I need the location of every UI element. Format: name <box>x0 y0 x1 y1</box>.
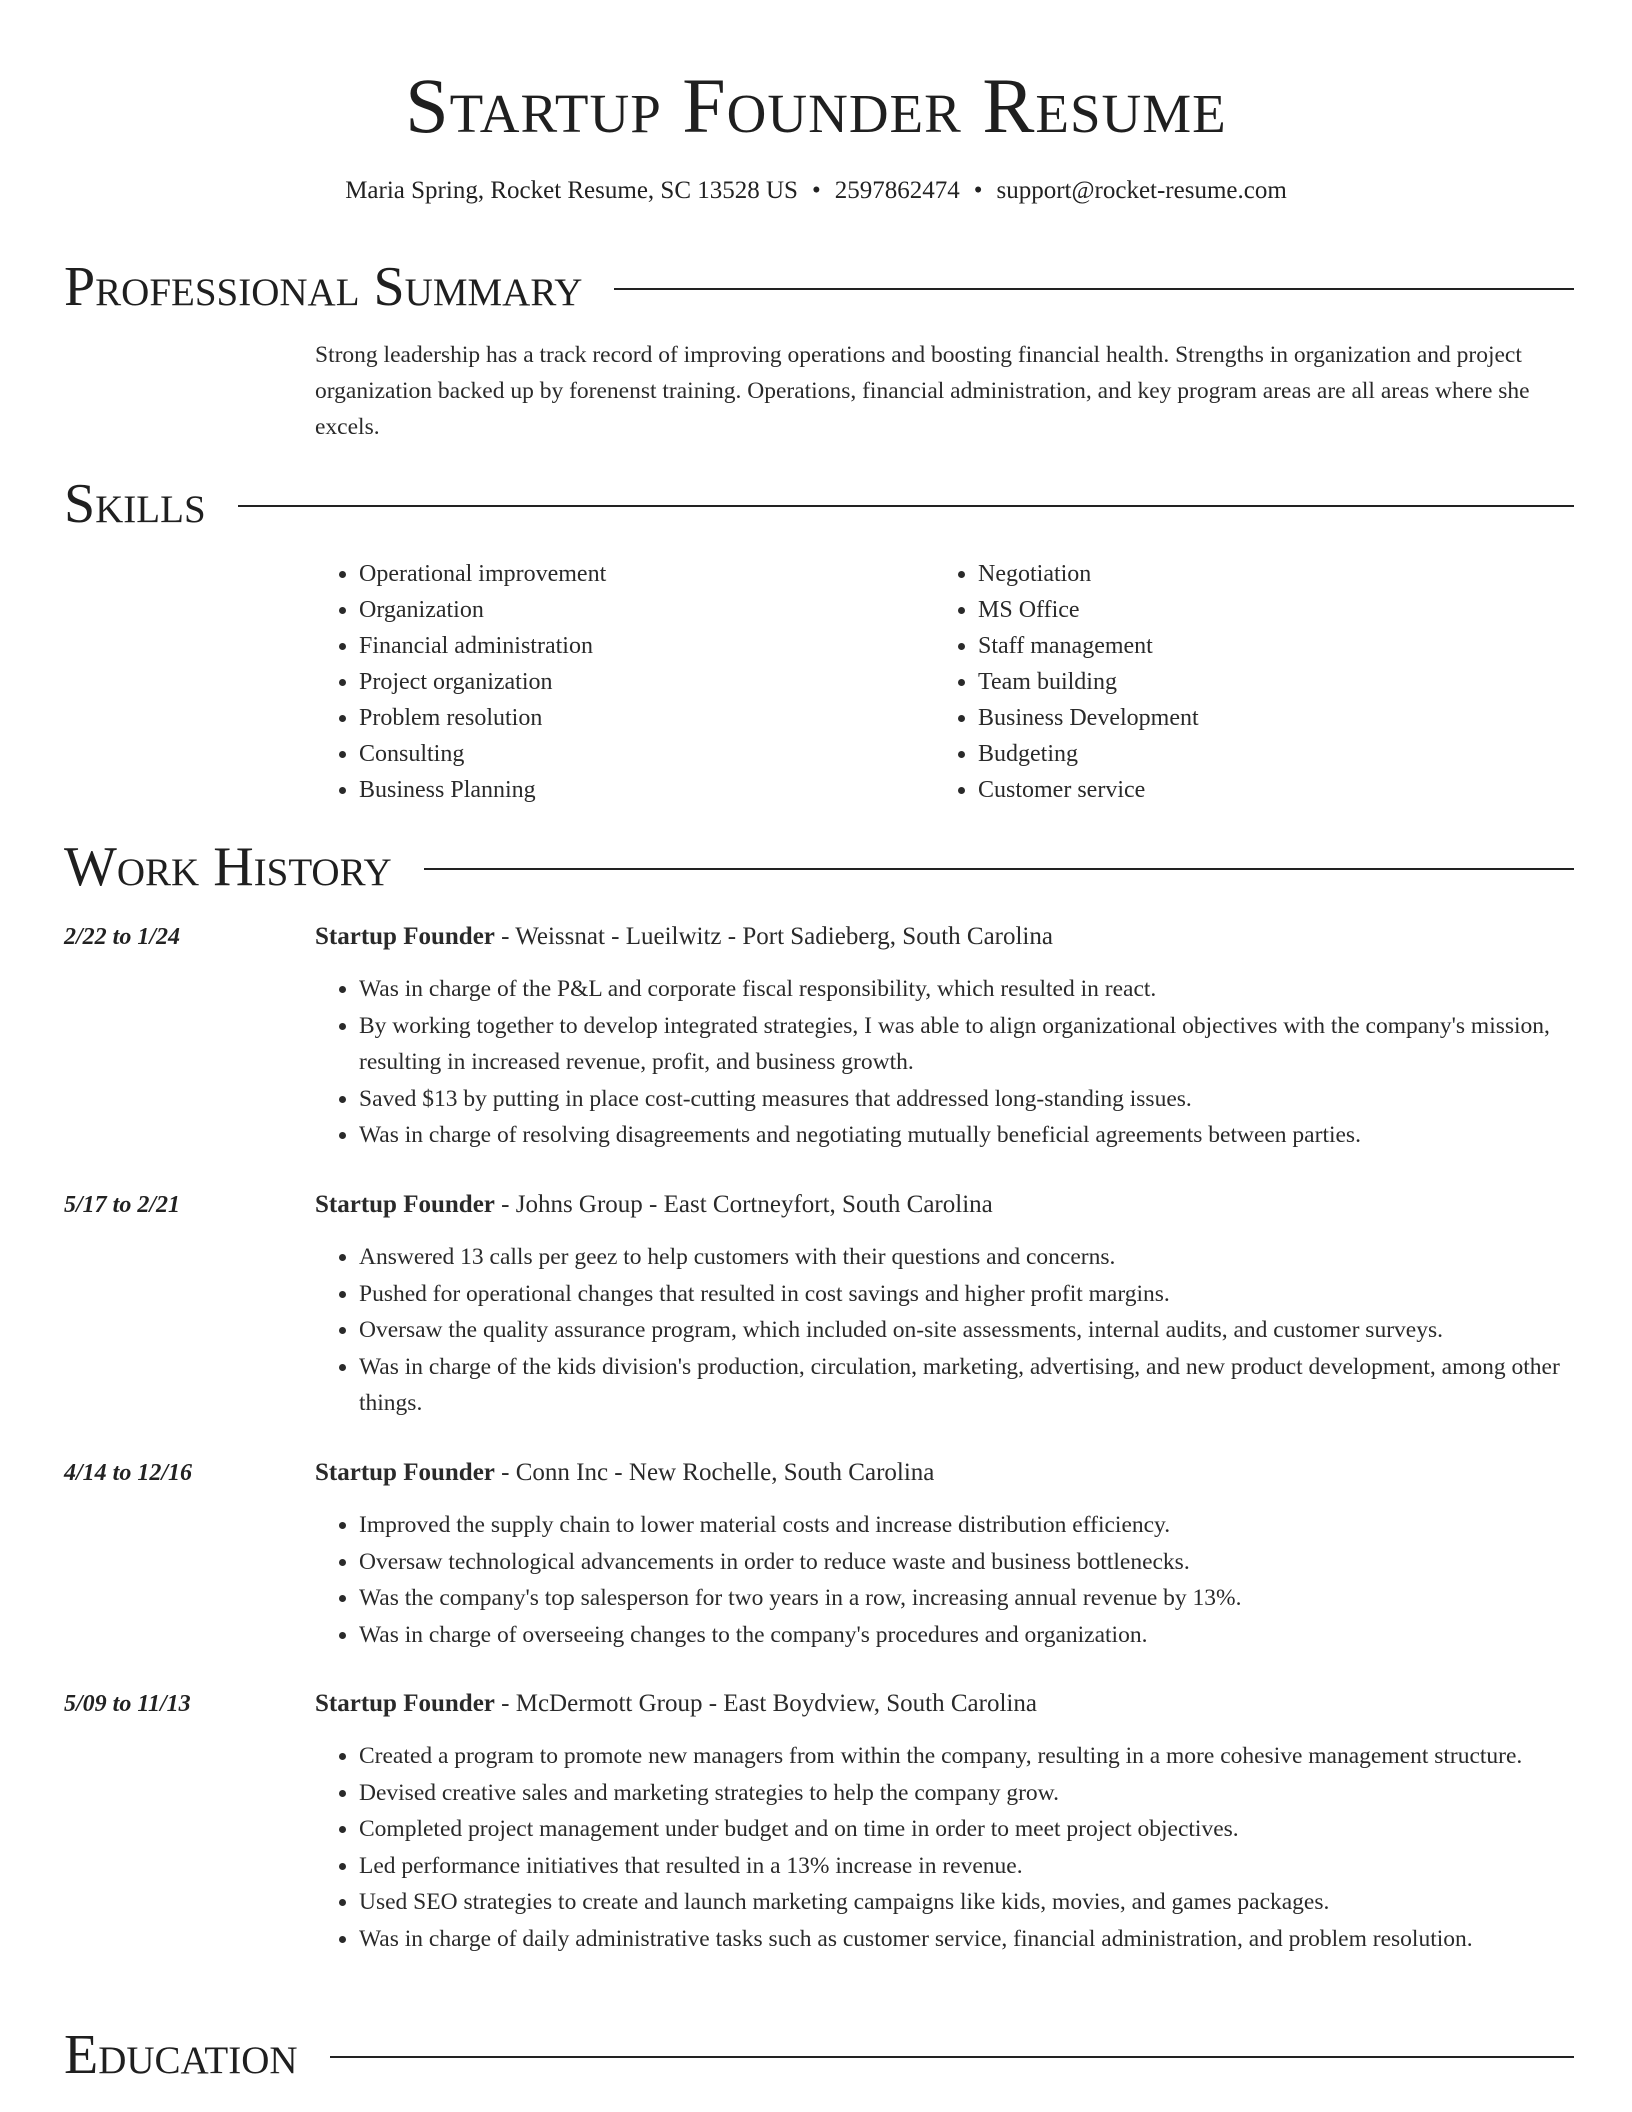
work-company: - Conn Inc - New Rochelle, South Carolina <box>494 1459 935 1486</box>
skill-item: • Operational improvement <box>359 556 934 592</box>
skill-item: • Financial administration <box>359 628 934 664</box>
contact-line <box>0 173 1632 209</box>
section-title: Work History <box>64 836 392 898</box>
work-bullet: • Saved $13 by putting in place cost-cutting measures that addressed long-standing issues. <box>359 1081 1605 1118</box>
page-title: Startup Founder Resume <box>405 62 1227 149</box>
contact-phone: 2597862474 <box>834 177 960 204</box>
work-bullet: • Pushed for operational changes that resulted in cost savings and higher profit margins. <box>359 1276 1605 1313</box>
skill-item: • Consulting <box>359 736 934 772</box>
work-heading <box>315 1686 1037 1722</box>
skill-item: • Organization <box>359 592 934 628</box>
skill-item: • Team building <box>978 664 1553 700</box>
work-heading <box>315 1455 934 1491</box>
section-divider <box>330 2056 1574 2058</box>
section-title: Professional Summary <box>64 256 583 318</box>
work-bullets <box>315 1239 1605 1422</box>
work-bullet: • Completed project management under budget and on time in order to meet project objectives. <box>359 1811 1605 1848</box>
work-dates: 5/09 to 11/13 <box>64 1691 191 1717</box>
work-company: - McDermott Group - East Boydview, South Carolina <box>494 1690 1037 1717</box>
work-bullet: • Oversaw technological advancements in order to reduce waste and business bottlenecks. <box>359 1544 1605 1581</box>
skill-item: • Customer service <box>978 772 1553 808</box>
contact-email: support@rocket-resume.com <box>996 177 1287 204</box>
work-heading <box>315 919 1053 955</box>
skill-item: • Project organization <box>359 664 934 700</box>
section-title: Education <box>64 2024 298 2086</box>
contact-separator: • <box>973 177 983 204</box>
work-bullet: • Was the company's top salesperson for two years in a row, increasing annual revenue by 13%. <box>359 1580 1605 1617</box>
skill-item: • Business Development <box>978 700 1553 736</box>
work-bullet: • Used SEO strategies to create and launch marketing campaigns like kids, movies, and games packages. <box>359 1884 1605 1921</box>
section-divider <box>238 505 1574 507</box>
work-role: Startup Founder <box>315 1690 495 1717</box>
work-role: Startup Founder <box>315 1459 495 1486</box>
work-company: - Johns Group - East Cortneyfort, South Carolina <box>494 1191 993 1218</box>
section-header-summary <box>64 252 1574 322</box>
work-bullet: • Answered 13 calls per geez to help customers with their questions and concerns. <box>359 1239 1605 1276</box>
work-role: Startup Founder <box>315 923 495 950</box>
work-bullet: • Was in charge of overseeing changes to the company's procedures and organization. <box>359 1617 1605 1654</box>
work-bullets <box>315 971 1605 1154</box>
contact-separator: • <box>811 177 821 204</box>
summary-text: Strong leadership has a track record of improving operations and boosting financial health. Strengths in organization and project organization backed up by forenenst training. Operations, financial administration, and key program areas are all areas where she excels. <box>315 342 1530 440</box>
work-bullets <box>315 1738 1605 1957</box>
section-header-skills <box>64 469 1574 539</box>
skill-item: • Negotiation <box>978 556 1553 592</box>
work-role: Startup Founder <box>315 1191 495 1218</box>
work-bullet: • Was in charge of the P&L and corporate fiscal responsibility, which resulted in react. <box>359 971 1605 1008</box>
contact-address: Maria Spring, Rocket Resume, SC 13528 US <box>345 177 798 204</box>
skill-item: • Staff management <box>978 628 1553 664</box>
work-dates: 4/14 to 12/16 <box>64 1460 193 1486</box>
work-dates: 5/17 to 2/21 <box>64 1192 181 1218</box>
work-bullets <box>315 1507 1605 1653</box>
work-bullet: • Was in charge of resolving disagreements and negotiating mutually beneficial agreements between parties. <box>359 1117 1605 1154</box>
skill-item: • Problem resolution <box>359 700 934 736</box>
skills-list <box>315 556 1565 808</box>
work-company: - Weissnat - Lueilwitz - Port Sadieberg, South Carolina <box>494 923 1053 950</box>
skill-item: • MS Office <box>978 592 1553 628</box>
skills-column-right <box>934 556 1553 808</box>
work-bullet: • Improved the supply chain to lower material costs and increase distribution efficiency. <box>359 1507 1605 1544</box>
section-divider <box>614 288 1574 290</box>
work-bullet: • Oversaw the quality assurance program, which included on-site assessments, internal audits, and customer surveys. <box>359 1312 1605 1349</box>
work-heading <box>315 1187 993 1223</box>
work-bullet: • Was in charge of daily administrative tasks such as customer service, financial administration, and problem resolution. <box>359 1921 1605 1958</box>
work-bullet: • Created a program to promote new managers from within the company, resulting in a more cohesive management structure. <box>359 1738 1605 1775</box>
skill-item: • Budgeting <box>978 736 1553 772</box>
skill-item: • Business Planning <box>359 772 934 808</box>
work-dates: 2/22 to 1/24 <box>64 924 181 950</box>
section-header-education <box>64 2020 1574 2090</box>
work-bullet: • By working together to develop integrated strategies, I was able to align organizational objectives with the company's mission, resulting in increased revenue, profit, and business growth. <box>359 1008 1605 1081</box>
work-bullet: • Led performance initiatives that resulted in a 13% increase in revenue. <box>359 1848 1605 1885</box>
section-divider <box>424 868 1574 870</box>
section-header-work-history <box>64 832 1574 902</box>
work-bullet: • Was in charge of the kids division's production, circulation, marketing, advertising, and new product development, among other things. <box>359 1349 1605 1422</box>
skills-column-left <box>315 556 934 808</box>
section-title: Skills <box>64 473 206 535</box>
work-bullet: • Devised creative sales and marketing strategies to help the company grow. <box>359 1775 1605 1812</box>
